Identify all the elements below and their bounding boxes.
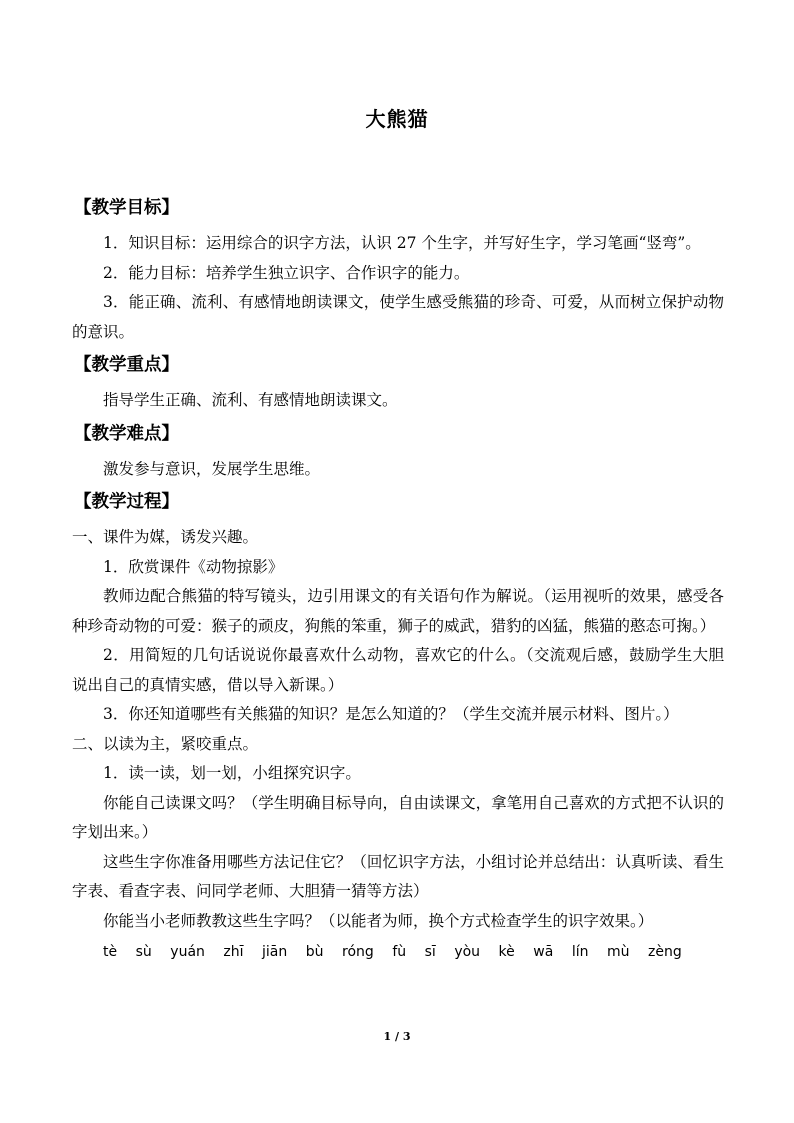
process-part2-title: 二、以读为主，紧咬重点。: [72, 734, 259, 753]
pinyin-syllable: fù: [392, 944, 407, 960]
pinyin-syllable: yuán: [170, 944, 205, 960]
pinyin-syllable: jiān: [262, 944, 288, 960]
process-paragraph: 你能自己读课文吗？（学生明确目标导向，自由读课文，拿笔用自己喜欢的方式把不认识的字划出来。）: [72, 793, 724, 841]
section-heading-process: 【教学过程】: [74, 492, 179, 512]
process-paragraph: 2．用简短的几句话说说你最喜欢什么动物，喜欢它的什么。（交流观后感，鼓励学生大胆说出自己的真情实感，借以导入新课。）: [72, 646, 724, 694]
difficulties-text: 激发参与意识，发展学生思维。: [103, 459, 321, 478]
goal-item-1: 1．知识目标：运用综合的识字方法，认识 27 个生字，并写好生字，学习笔画“竖弯”。: [103, 234, 701, 252]
pinyin-row: [103, 936, 724, 968]
page-number: 1 / 3: [383, 1030, 411, 1043]
section-heading-key-points: 【教学重点】: [74, 355, 179, 375]
pinyin-syllable: bù: [305, 944, 324, 960]
section-heading-difficulties: 【教学难点】: [74, 423, 179, 444]
pinyin-syllable: zhī: [223, 944, 244, 960]
process-paragraph: 1．欣赏课件《动物掠影》: [103, 557, 284, 576]
pinyin-syllable: zèng: [647, 944, 682, 960]
pinyin-syllable: wā: [533, 944, 554, 960]
pinyin-syllable: sù: [135, 944, 152, 960]
pinyin-syllable: róng: [342, 944, 374, 960]
pinyin-syllable: kè: [498, 944, 515, 960]
section-heading-goals: 【教学目标】: [74, 198, 179, 218]
document-body: [72, 190, 724, 968]
process-paragraph: 1．读一读，划一划，小组探究识字。: [103, 764, 361, 782]
goal-item-2: 2．能力目标：培养学生独立识字、合作识字的能力。: [103, 263, 470, 282]
process-paragraph: 3．你还知道哪些有关熊猫的知识？是怎么知道的？（学生交流并展示材料、图片。）: [103, 705, 679, 723]
pinyin-syllable: yòu: [454, 944, 481, 960]
pinyin-syllable: tè: [103, 944, 118, 960]
pinyin-syllable: mù: [606, 944, 630, 960]
goal-item-3: 3．能正确、流利、有感情地朗读课文，使学生感受熊猫的珍奇、可爱，从而树立保护动物的意识。: [72, 293, 724, 341]
pinyin-syllable: sī: [424, 944, 436, 960]
process-paragraph: 教师边配合熊猫的特写镜头，边引用课文的有关语句作为解说。（运用视听的效果，感受各种珍奇动物的可爱：猴子的顽皮，狗熊的笨重，狮子的威武，猎豹的凶猛，熊猫的憨态可掬。）: [72, 587, 724, 635]
key-points-text: 指导学生正确、流利、有感情地朗读课文。: [103, 391, 398, 409]
pinyin-syllable: lín: [571, 944, 589, 960]
process-paragraph: 你能当小老师教教这些生字吗？（以能者为师，换个方式检查学生的识字效果。）: [103, 911, 654, 930]
document-title: 大熊猫: [365, 107, 429, 131]
process-paragraph: 这些生字你准备用哪些方法记住它？（回忆识字方法，小组讨论并总结出：认真听读、看生字表、看查字表、问同学老师、大胆猜一猜等方法）: [72, 852, 724, 900]
process-part1-title: 一、课件为媒，诱发兴趣。: [72, 528, 259, 546]
